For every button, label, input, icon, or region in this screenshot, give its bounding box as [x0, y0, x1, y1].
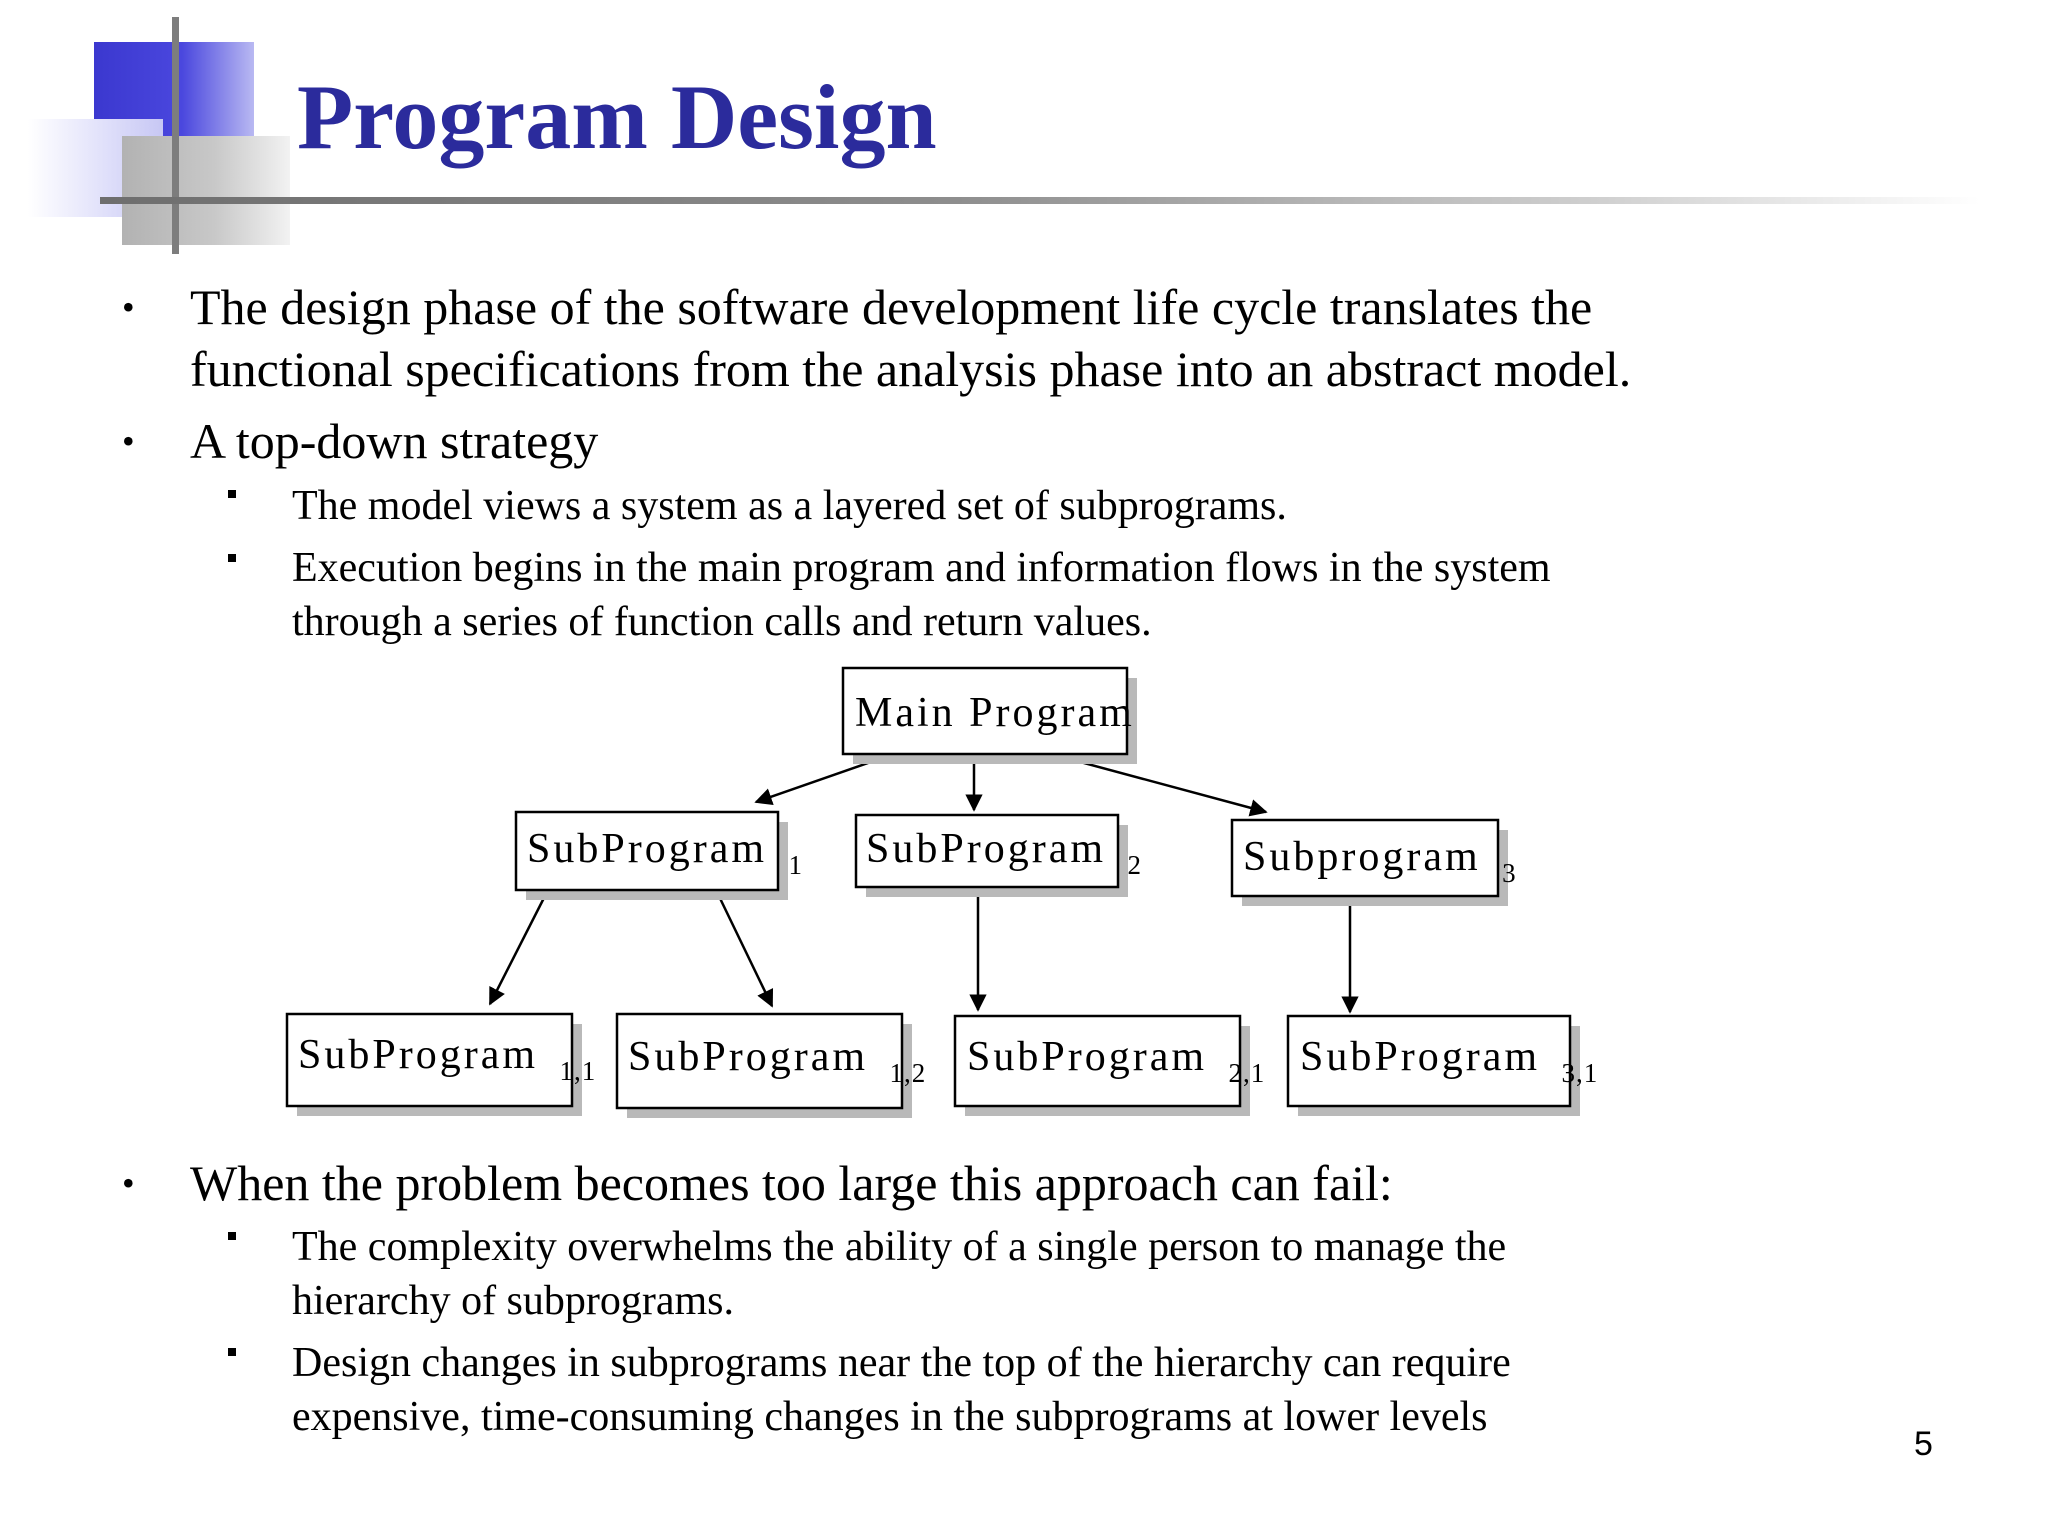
bullet-marker: • [122, 287, 135, 327]
arrow-main-to-sub3 [1058, 756, 1266, 812]
svg-text:SubProgram 2 [866, 826, 1142, 880]
box-subprogram-1-label: SubProgram [527, 826, 767, 872]
slide-title: Program Design [297, 66, 937, 168]
box-subprogram-2-1-label: SubProgram [967, 1034, 1207, 1080]
bullet-marker: • [122, 421, 135, 461]
box-subprogram-3-label: Subprogram [1243, 834, 1481, 880]
subbullet-3-1-line-2: hierarchy of subprograms. [292, 1278, 735, 1324]
box-subprogram-1-2 [617, 1014, 926, 1118]
svg-text:Subprogram 3 [1243, 834, 1517, 888]
subbullet-2-1-line-1: The model views a system as a layered set of subprograms. [292, 483, 1287, 529]
subbullet-3-1-line-1: The complexity overwhelms the ability of a single person to manage the [292, 1224, 1507, 1270]
page-number: 5 [1914, 1425, 1933, 1463]
box-subprogram-2 [856, 815, 1142, 897]
box-subprogram-2-1 [955, 1016, 1265, 1116]
bullet-1-line-2: functional specifications from the analysis phase into an abstract model. [190, 341, 1632, 397]
bullet-1-line-1: The design phase of the software development life cycle translates the [190, 279, 1593, 335]
svg-text:SubProgram 1 [527, 826, 803, 880]
box-subprogram-3-1-subscript: 3,1 [1561, 1058, 1599, 1088]
box-subprogram-3 [1232, 820, 1517, 906]
box-main-program-label: Main Program [855, 690, 1135, 736]
box-subprogram-1-1-subscript: 1,1 [559, 1056, 597, 1086]
subbullet-3-2-line-2: expensive, time-consuming changes in the subprograms at lower levels [292, 1394, 1488, 1440]
box-subprogram-1-2-subscript: 1,2 [889, 1058, 927, 1088]
box-subprogram-3-subscript: 3 [1502, 858, 1517, 888]
box-main-program [843, 668, 1137, 764]
bullet-2-line-1: A top-down strategy [190, 413, 599, 469]
bullet-marker: • [122, 1163, 135, 1203]
bullet-3-line-1: When the problem becomes too large this approach can fail: [190, 1155, 1393, 1211]
arrow-sub1-to-sub12 [716, 890, 772, 1006]
arrow-sub1-to-sub11 [490, 890, 548, 1004]
subbullet-2-2-line-2: through a series of function calls and return values. [292, 599, 1152, 645]
box-subprogram-1-subscript: 1 [788, 850, 803, 880]
box-subprogram-2-subscript: 2 [1127, 850, 1142, 880]
subbullet-marker [228, 1348, 236, 1356]
box-subprogram-2-label: SubProgram [866, 826, 1106, 872]
box-subprogram-1 [516, 812, 803, 900]
box-subprogram-1-1-label: SubProgram [298, 1032, 538, 1078]
subbullet-2-2-line-1: Execution begins in the main program and information flows in the system [292, 545, 1551, 591]
subbullet-3-2-line-1: Design changes in subprograms near the top of the hierarchy can require [292, 1340, 1511, 1386]
box-subprogram-1-1 [287, 1014, 596, 1116]
box-subprogram-3-1 [1288, 1016, 1598, 1116]
box-subprogram-1-2-label: SubProgram [628, 1034, 868, 1080]
box-subprogram-3-1-label: SubProgram [1300, 1034, 1540, 1080]
subbullet-marker [228, 1232, 236, 1240]
box-subprogram-2-1-subscript: 2,1 [1228, 1058, 1266, 1088]
